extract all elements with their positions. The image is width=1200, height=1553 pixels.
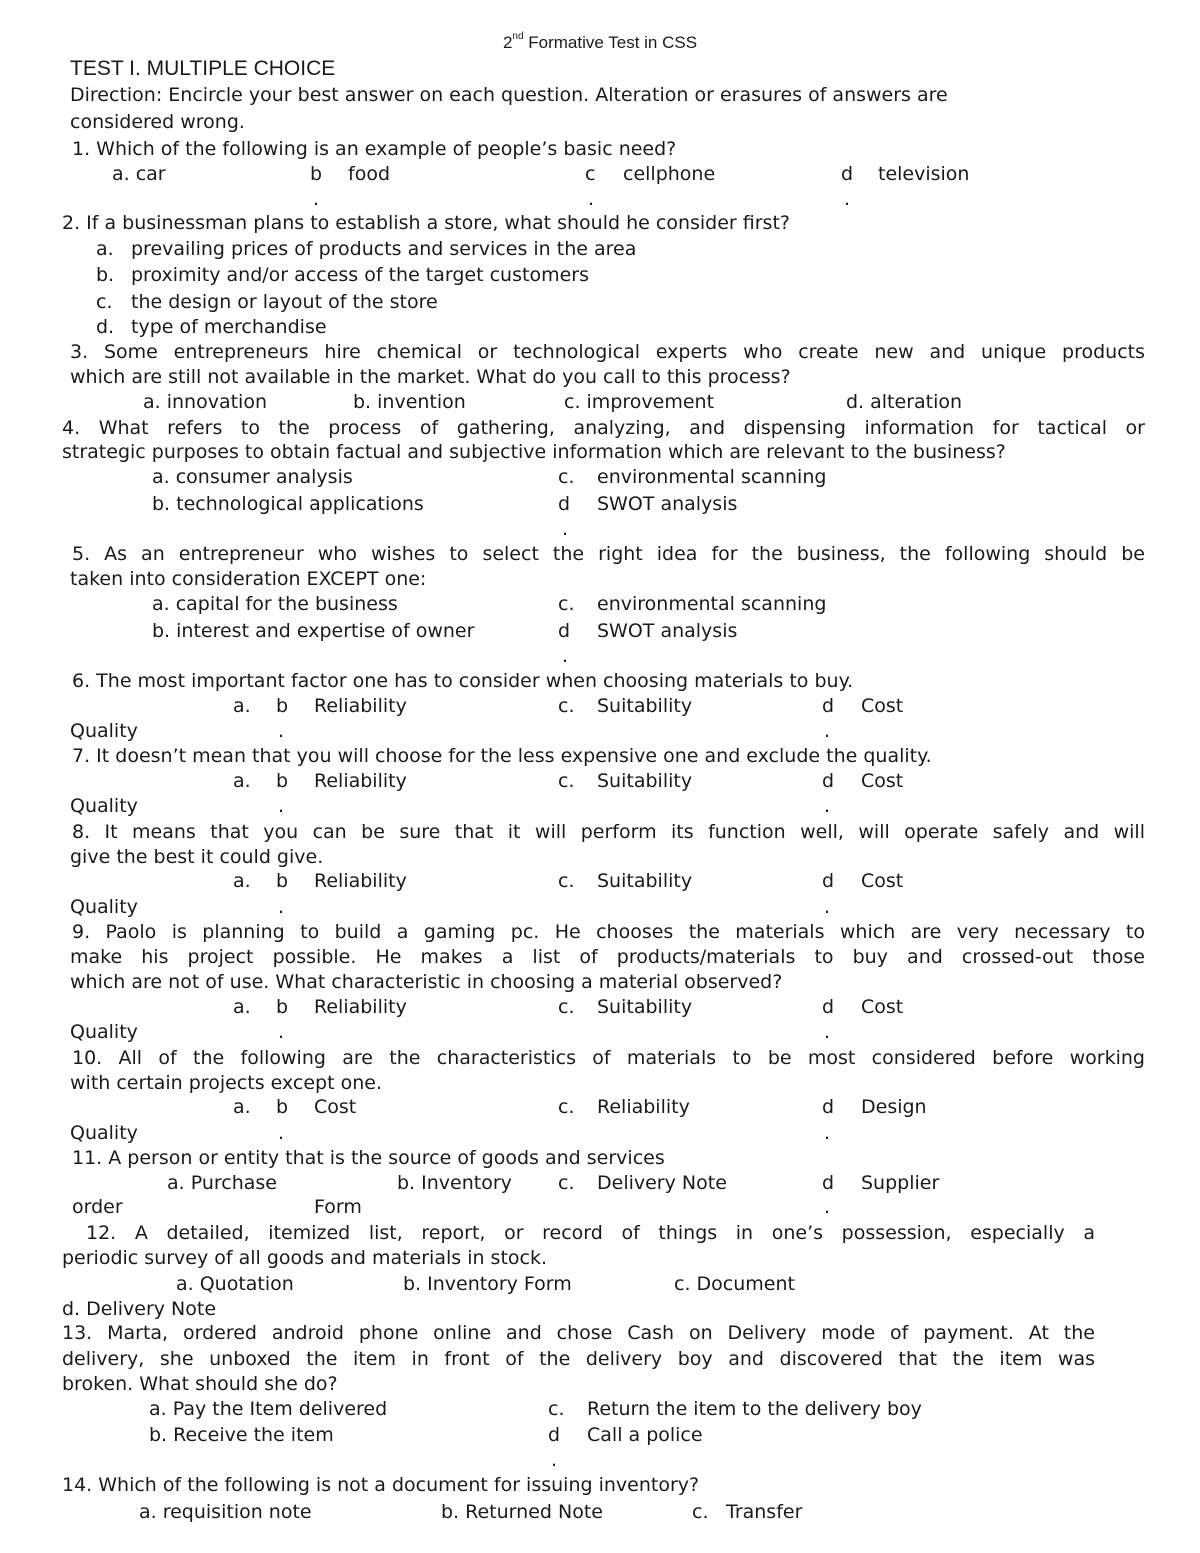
q6-option-a: Quality (70, 720, 138, 742)
q6-dot-b: . (278, 720, 285, 742)
question-9-line-1: 9. Paolo is planning to build a gaming pc. He chooses the materials which are very necessary to (72, 921, 1145, 943)
q11-option-b-continued: Form (314, 1196, 362, 1218)
q11-dot-d: . (824, 1196, 831, 1218)
q2-option-c-letter: c. (96, 291, 113, 313)
question-5-line-2: taken into consideration EXCEPT one: (70, 568, 427, 590)
direction-line-2: considered wrong. (70, 111, 245, 133)
question-8-line-1: 8. It means that you can be sure that it will perform its function well, will operate safely and will (72, 821, 1145, 843)
header-title-superscript: nd (512, 31, 524, 43)
q9-dot-d: . (824, 1021, 831, 1043)
q8-dot-b: . (278, 896, 285, 918)
q10-option-c: Reliability (597, 1096, 690, 1118)
q1-option-c: cellphone (623, 163, 716, 185)
q10-option-c-letter: c. (558, 1096, 575, 1118)
q13-option-c: Return the item to the delivery boy (587, 1398, 922, 1420)
q11-option-a: a. Purchase (167, 1172, 278, 1194)
q5-option-d: SWOT analysis (597, 620, 738, 642)
q9-option-d-letter: d (822, 996, 835, 1018)
q5-option-a: a. capital for the business (152, 593, 398, 615)
q12-option-d: d. Delivery Note (62, 1298, 217, 1320)
q13-option-b: b. Receive the item (149, 1424, 334, 1446)
q2-option-b-letter: b. (96, 264, 115, 286)
question-9-line-3: which are not of use. What characteristic in choosing a material observed? (70, 971, 783, 993)
q4-option-b: b. technological applications (152, 493, 424, 515)
q8-option-b-letter: b (276, 870, 289, 892)
header-title-number: 2 (502, 33, 513, 52)
question-12-line-2: periodic survey of all goods and materials in stock. (62, 1247, 548, 1269)
q5-option-c-letter: c. (558, 593, 575, 615)
q9-option-b-letter: b (276, 996, 289, 1018)
q13-option-d-letter: d (548, 1424, 561, 1446)
q5-dot-d: . (562, 645, 569, 667)
q12-option-a: a. Quotation (176, 1273, 294, 1295)
question-6: 6. The most important factor one has to consider when choosing materials to buy. (72, 670, 854, 692)
question-9-line-2: make his project possible. He makes a list of products/materials to buy and crossed-out those (70, 946, 1145, 968)
q4-option-d-letter: d (558, 493, 571, 515)
q1-option-b-letter: b (310, 163, 323, 185)
q4-option-d: SWOT analysis (597, 493, 738, 515)
question-4-line-1: 4. What refers to the process of gathering, analyzing, and dispensing information for tactical or (62, 417, 1145, 439)
q8-option-d-letter: d (822, 870, 835, 892)
q10-option-b: Cost (314, 1096, 357, 1118)
q6-option-a-letter: a. (233, 695, 251, 717)
test-title: TEST I. MULTIPLE CHOICE (70, 57, 336, 80)
q10-dot-d: . (824, 1122, 831, 1144)
q2-option-c: the design or layout of the store (131, 291, 438, 313)
q10-option-a-letter: a. (233, 1096, 251, 1118)
q13-option-a: a. Pay the Item delivered (149, 1398, 388, 1420)
q7-option-b-letter: b (276, 770, 289, 792)
q4-option-c: environmental scanning (597, 466, 827, 488)
q6-option-b-letter: b (276, 695, 289, 717)
q13-dot-d: . (551, 1449, 558, 1471)
q7-option-c-letter: c. (558, 770, 575, 792)
question-11: 11. A person or entity that is the source of goods and services (72, 1147, 665, 1169)
direction-line-1: Direction: Encircle your best answer on each question. Alteration or erasures of answers are (70, 84, 948, 106)
q13-option-c-letter: c. (548, 1398, 565, 1420)
question-3-line-2: which are still not available in the market. What do you call to this process? (70, 366, 791, 388)
q11-option-c-letter: c. (558, 1172, 575, 1194)
q11-option-d: Supplier (861, 1172, 940, 1194)
q14-option-b: b. Returned Note (441, 1501, 603, 1523)
q8-option-a-letter: a. (233, 870, 251, 892)
q2-option-a-letter: a. (96, 238, 114, 260)
q10-option-a: Quality (70, 1122, 138, 1144)
q10-option-d: Design (861, 1096, 927, 1118)
q3-option-d: d. alteration (846, 391, 963, 413)
q12-option-b: b. Inventory Form (403, 1273, 572, 1295)
q8-dot-d: . (824, 896, 831, 918)
question-1: 1. Which of the following is an example of people’s basic need? (72, 138, 677, 160)
q9-option-a: Quality (70, 1021, 138, 1043)
question-8-line-2: give the best it could give. (70, 846, 324, 868)
question-13-line-1: 13. Marta, ordered android phone online and chose Cash on Delivery mode of payment. At the (62, 1322, 1095, 1344)
q6-dot-d: . (824, 720, 831, 742)
q8-option-c-letter: c. (558, 870, 575, 892)
q10-option-b-letter: b (276, 1096, 289, 1118)
q1-option-b: food (348, 163, 390, 185)
question-3-line-1: 3. Some entrepreneurs hire chemical or technological experts who create new and unique products (70, 341, 1145, 363)
q9-option-c: Suitability (597, 996, 693, 1018)
question-12-line-1: 12. A detailed, itemized list, report, or record of things in one’s possession, especially a (86, 1222, 1095, 1244)
question-2: 2. If a businessman plans to establish a store, what should he consider first? (62, 212, 790, 234)
q7-option-d: Cost (861, 770, 904, 792)
q6-option-c: Suitability (597, 695, 693, 717)
q1-option-d-letter: d (841, 163, 854, 185)
page-header (0, 33, 1200, 53)
q4-option-a: a. consumer analysis (152, 466, 353, 488)
q10-option-d-letter: d (822, 1096, 835, 1118)
q7-option-d-letter: d (822, 770, 835, 792)
q11-option-c: Delivery Note (597, 1172, 727, 1194)
q2-option-d-letter: d. (96, 316, 115, 338)
q8-option-a: Quality (70, 896, 138, 918)
q5-option-b: b. interest and expertise of owner (152, 620, 475, 642)
q1-option-c-letter: c (585, 163, 596, 185)
q1-dot-c: . (588, 188, 595, 210)
q1-dot-b: . (313, 188, 320, 210)
q5-option-c: environmental scanning (597, 593, 827, 615)
q9-option-b: Reliability (314, 996, 407, 1018)
q2-option-a: prevailing prices of products and services in the area (131, 238, 637, 260)
q7-option-a-letter: a. (233, 770, 251, 792)
q3-option-c: c. improvement (564, 391, 715, 413)
q9-option-c-letter: c. (558, 996, 575, 1018)
q8-option-c: Suitability (597, 870, 693, 892)
question-14: 14. Which of the following is not a document for issuing inventory? (62, 1474, 700, 1496)
question-10-line-1: 10. All of the following are the characteristics of materials to be most considered before working (72, 1047, 1145, 1069)
q6-option-b: Reliability (314, 695, 407, 717)
question-5-line-1: 5. As an entrepreneur who wishes to select the right idea for the business, the following should be (72, 543, 1145, 565)
q7-dot-b: . (278, 795, 285, 817)
q4-dot-d: . (562, 518, 569, 540)
q8-option-b: Reliability (314, 870, 407, 892)
q11-option-d-letter: d (822, 1172, 835, 1194)
q9-dot-b: . (278, 1021, 285, 1043)
q1-dot-d: . (844, 188, 851, 210)
q13-option-d: Call a police (587, 1424, 703, 1446)
q14-option-c-letter: c. (692, 1501, 709, 1523)
q11-option-a-continued: order (72, 1196, 123, 1218)
q4-option-c-letter: c. (558, 466, 575, 488)
q5-option-d-letter: d (558, 620, 571, 642)
q1-option-a: a. car (112, 163, 166, 185)
question-13-line-3: broken. What should she do? (62, 1373, 338, 1395)
q3-option-a: a. innovation (143, 391, 267, 413)
q14-option-a: a. requisition note (139, 1501, 312, 1523)
q7-option-c: Suitability (597, 770, 693, 792)
question-13-line-2: delivery, she unboxed the item in front of the delivery boy and discovered that the item was (62, 1348, 1095, 1370)
q7-option-a: Quality (70, 795, 138, 817)
q14-option-c: Transfer (726, 1501, 803, 1523)
q11-option-b: b. Inventory (397, 1172, 512, 1194)
q3-option-b: b. invention (353, 391, 466, 413)
question-7: 7. It doesn’t mean that you will choose for the less expensive one and exclude the quality. (72, 745, 932, 767)
q2-option-b: proximity and/or access of the target customers (131, 264, 589, 286)
q12-option-c: c. Document (674, 1273, 795, 1295)
q7-option-b: Reliability (314, 770, 407, 792)
question-10-line-2: with certain projects except one. (70, 1072, 382, 1094)
q9-option-a-letter: a. (233, 996, 251, 1018)
q6-option-d: Cost (861, 695, 904, 717)
q9-option-d: Cost (861, 996, 904, 1018)
q2-option-d: type of merchandise (131, 316, 327, 338)
q8-option-d: Cost (861, 870, 904, 892)
q10-dot-b: . (278, 1122, 285, 1144)
q7-dot-d: . (824, 795, 831, 817)
question-4-line-2: strategic purposes to obtain factual and subjective information which are relevant to the business? (62, 441, 1006, 463)
q6-option-c-letter: c. (558, 695, 575, 717)
q6-option-d-letter: d (822, 695, 835, 717)
header-title-text: Formative Test in CSS (523, 33, 698, 52)
q1-option-d: television (878, 163, 970, 185)
